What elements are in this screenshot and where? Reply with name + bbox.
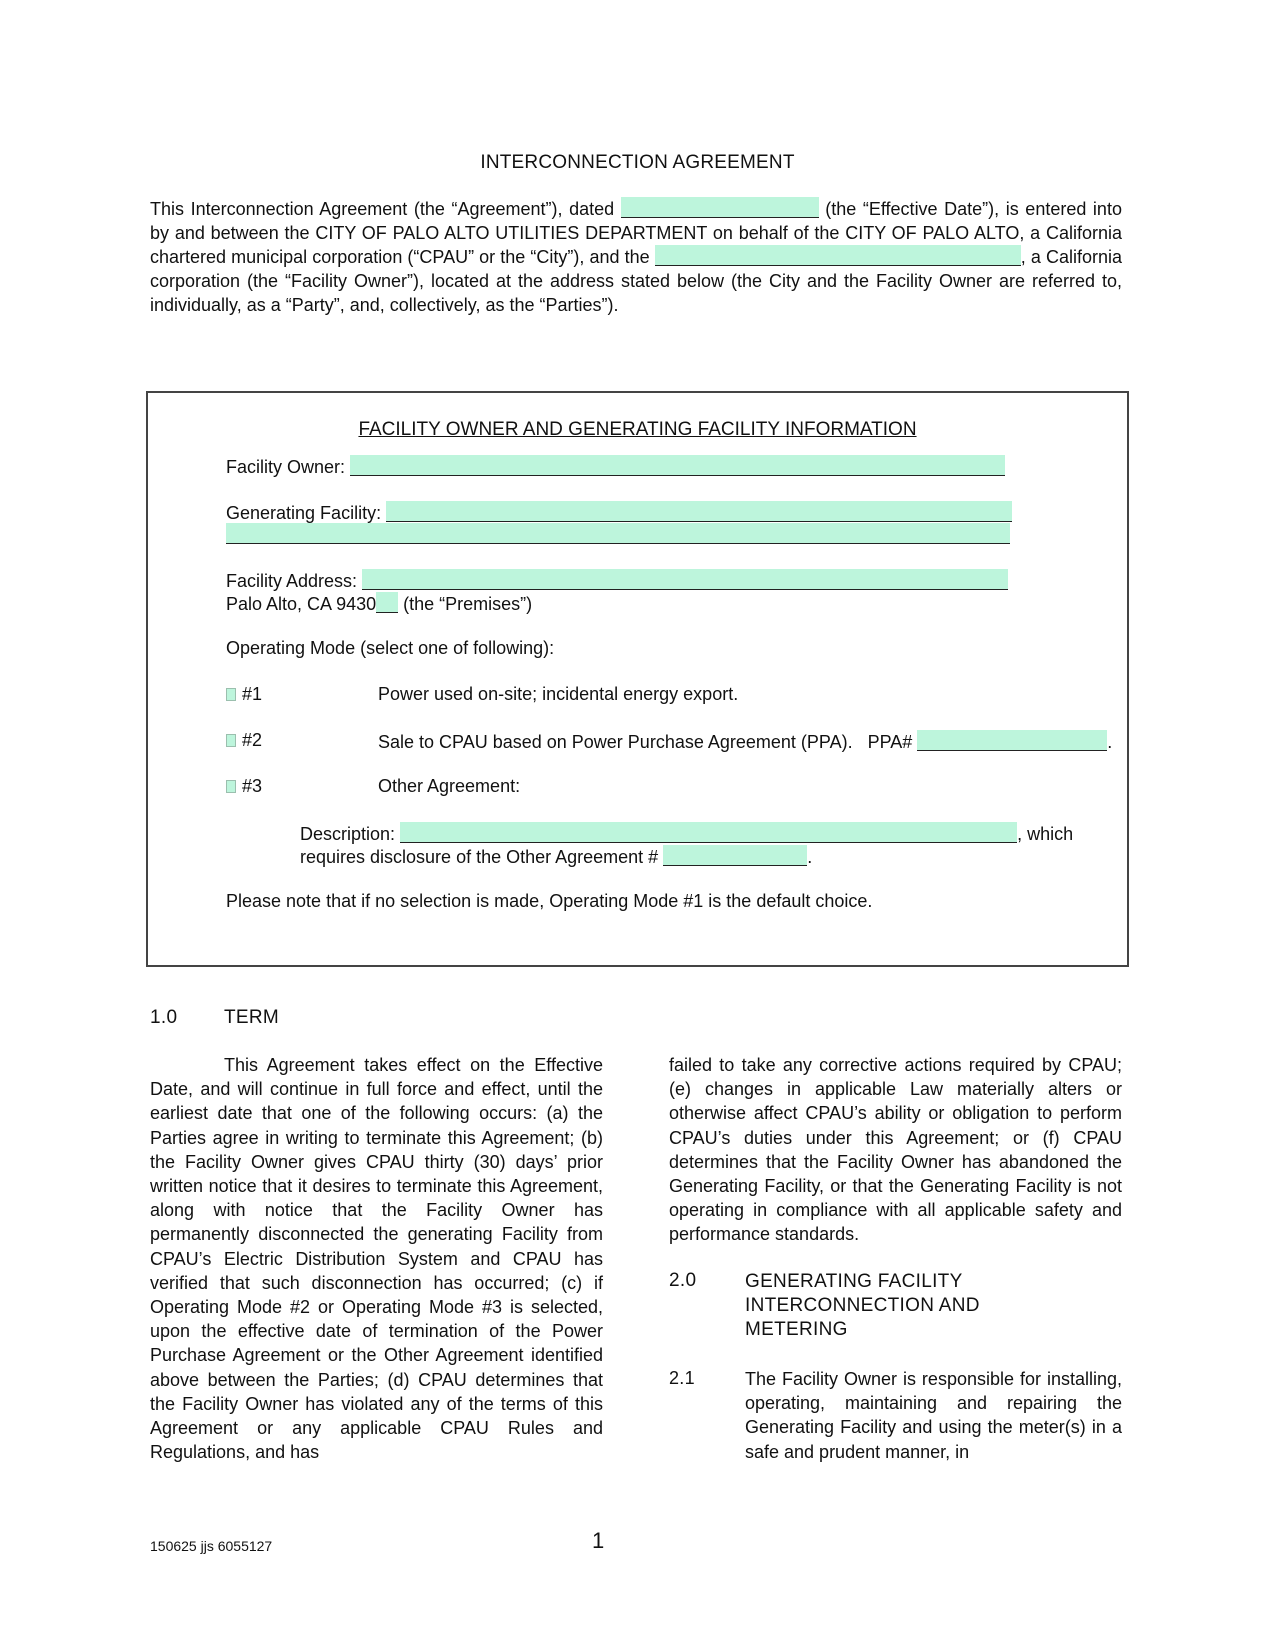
mode-text: Power used on-site; incidental energy export. — [378, 684, 739, 704]
ppa-number-field[interactable] — [917, 730, 1107, 751]
facility-owner-label: Facility Owner: — [226, 457, 346, 477]
zip-suffix-field[interactable] — [376, 592, 398, 613]
intro-paragraph — [150, 197, 1122, 317]
generating-facility-label: Generating Facility: — [226, 503, 382, 523]
section-1-left-column: This Agreement takes effect on the Effective Date, and will continue in full force and effect, until the earliest date that one of the following occurs: (a) the Parties agree in writing to terminate this Agreement; (b) the Facility Owner gives CPAU thirty (30) days’ prior written notice that it desires to terminate this Agreement, along with notice that the Facility Owner has permanently disconnected the generating Facility from CPAU’s Electric Distribution System and CPAU has verified that such disconnection has occurred; (c) if Operating Mode #2 or Operating Mode #3 is selected, upon the effective date of termination of the Power Purchase Agreement or the Other Agreement identified above between the Parties; (d) CPAU determines that the Facility Owner has violated any of the terms of this Agreement or any applicable CPAU Rules and Regulations, and has — [150, 1055, 603, 1463]
mode-text: Other Agreement: — [378, 776, 521, 796]
operating-mode-label: Operating Mode (select one of following): — [226, 638, 555, 658]
mode-number: #2 — [242, 730, 263, 750]
other-agreement-number-field[interactable] — [663, 845, 807, 866]
default-note: Please note that if no selection is made, Operating Mode #1 is the default choice. — [226, 891, 873, 911]
checkbox-icon[interactable] — [226, 780, 236, 793]
city-line-suffix: (the “Premises”) — [403, 594, 533, 614]
page-number: 1 — [592, 1528, 605, 1553]
facility-address-label: Facility Address: — [226, 571, 358, 591]
mode-option-1[interactable] — [226, 684, 1046, 705]
section-2-heading — [745, 1270, 980, 1342]
section-2-heading-line: METERING — [745, 1319, 848, 1340]
facility-address-field[interactable] — [362, 569, 1008, 590]
section-1-heading: TERM — [224, 1007, 280, 1028]
section-2-1-text: The Facility Owner is responsible for installing, operating, maintaining and repairing the Generating Facility and using the meter(s) in a safe and prudent manner, in — [745, 1369, 1122, 1462]
mode-text-with-ppa: Sale to CPAU based on Power Purchase Agreement (PPA). PPA# . — [378, 732, 1113, 752]
section-2-heading-line: GENERATING FACILITY — [745, 1271, 963, 1292]
checkbox-icon[interactable] — [226, 734, 236, 747]
description-suffix: , which — [1017, 824, 1074, 844]
city-line — [226, 592, 532, 615]
generating-facility-row — [226, 501, 1012, 524]
intro-text-1: This Interconnection Agreement (the “Agreement”), dated — [150, 199, 615, 219]
mode-number: #3 — [242, 776, 263, 796]
document-title: INTERCONNECTION AGREEMENT — [480, 152, 795, 173]
facility-owner-name-field[interactable] — [655, 245, 1021, 266]
footer-doc-id: 150625 jjs 6055127 — [150, 1538, 273, 1554]
section-2-1-number: 2.1 — [669, 1368, 695, 1388]
facility-owner-field[interactable] — [350, 455, 1005, 476]
generating-facility-field-line2[interactable] — [226, 523, 1010, 544]
section-2-heading-line: INTERCONNECTION AND — [745, 1295, 980, 1316]
section-1-right-column: failed to take any corrective actions required by CPAU; (e) changes in applicable Law materially alters or otherwise affect CPAU’s ability or obligation to perform CPAU’s duties under this Agreement; or (f) CPAU determines that the Facility Owner has abandoned the Generating Facility, or that the Generating Facility is not operating in compliance with all applicable safety and performance standards. — [669, 1055, 1122, 1245]
generating-facility-row-2 — [226, 523, 1010, 546]
city-line-prefix: Palo Alto, CA 9430 — [226, 594, 377, 614]
checkbox-icon[interactable] — [226, 688, 236, 701]
description-row — [300, 822, 1073, 845]
mode-text: Sale to CPAU based on Power Purchase Agreement (PPA). PPA# — [378, 732, 913, 752]
intro-text-2: (the “Effective Date”), is entered into by and between the CITY OF PALO ALTO UTILITIES DEPARTMENT on behalf of the CITY OF PALO ALTO, a California chartered municipal corporation (“CPAU” or the “City”), and the — [150, 199, 1122, 267]
disclosure-text: requires disclosure of the Other Agreement # — [300, 847, 659, 867]
facility-info-title: FACILITY OWNER AND GENERATING FACILITY INFORMATION — [358, 419, 917, 440]
disclosure-row: requires disclosure of the Other Agreement # . — [300, 847, 813, 867]
mode-option-3[interactable] — [226, 776, 1046, 797]
generating-facility-field[interactable] — [386, 501, 1012, 522]
section-1-number: 1.0 — [150, 1007, 178, 1028]
facility-address-row — [226, 569, 1008, 592]
section-2-number: 2.0 — [669, 1270, 697, 1291]
description-label: Description: — [300, 824, 396, 844]
facility-owner-row — [226, 455, 1005, 478]
intro-text-3: , a California corporation (the “Facility Owner”), located at the address stated below (the City and the Facility Owner are referred to, individually, as a “Party”, and, collectively, as the “Parties”). — [150, 247, 1122, 315]
facility-info-box — [146, 391, 1129, 967]
mode-option-2[interactable] — [226, 730, 1113, 752]
description-field[interactable] — [400, 822, 1017, 843]
mode-number: #1 — [242, 684, 263, 704]
effective-date-field[interactable] — [621, 197, 819, 218]
